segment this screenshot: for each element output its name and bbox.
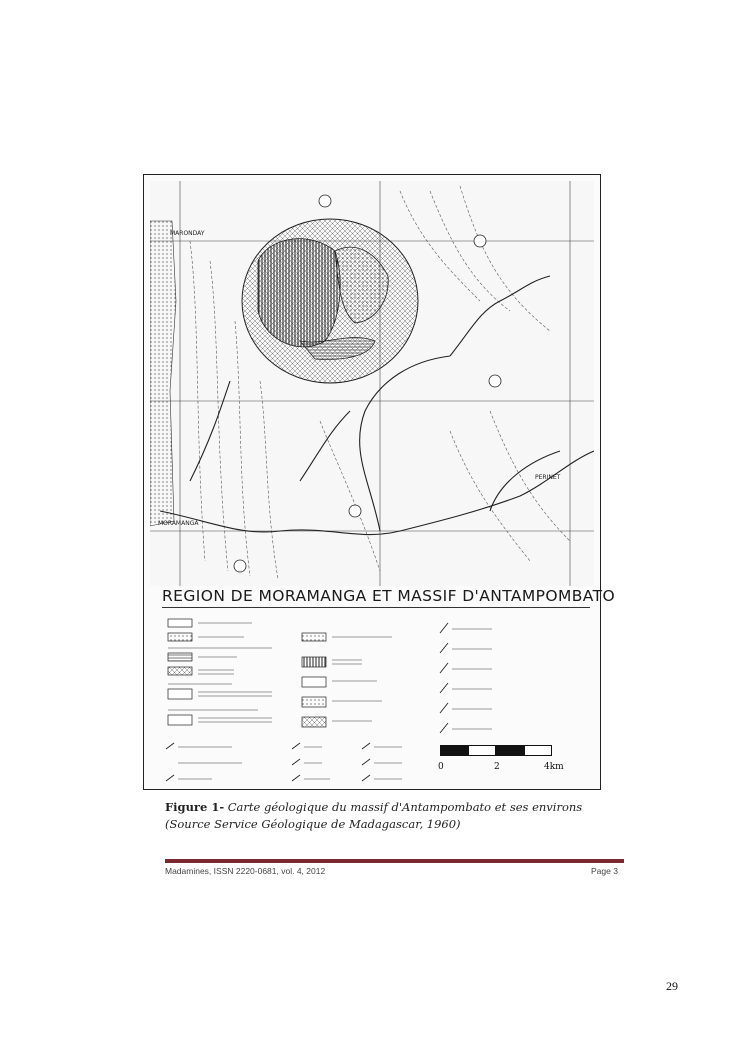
- journal-citation: Madamines, ISSN 2220-0681, vol. 4, 2012: [165, 866, 326, 876]
- place-moramanga: MORAMANGA: [158, 520, 199, 527]
- figure-label: Figure 1-: [165, 800, 225, 814]
- place-maronday: MARONDAY: [170, 230, 205, 237]
- page-number: 29: [666, 979, 678, 993]
- scale-segment: [468, 745, 496, 756]
- scale-segment: [440, 745, 468, 756]
- page-label: Page 3: [591, 866, 618, 876]
- figure-caption: [165, 799, 625, 833]
- map-drawing: [150, 181, 594, 586]
- scale-label-4km: 4km: [544, 762, 564, 772]
- geologic-map-figure: [143, 174, 616, 790]
- scale-bar: [438, 745, 564, 775]
- map-title: REGION DE MORAMANGA ET MASSIF D'ANTAMPOMBATO: [162, 587, 616, 605]
- geologic-map: [150, 181, 594, 586]
- scale-segment: [496, 745, 524, 756]
- scale-label-2: 2: [494, 762, 500, 772]
- figure-caption-text: Carte géologique du massif d'Antampombato et ses environs (Source Service Géologique de Madagascar, 1960): [165, 800, 583, 831]
- place-perinet: PERINET: [535, 474, 561, 481]
- footer-divider: [165, 859, 624, 863]
- map-title-divider: [162, 607, 590, 608]
- scale-label-0: 0: [438, 762, 444, 772]
- scale-segment: [524, 745, 552, 756]
- massif-core-vertical: [258, 239, 340, 347]
